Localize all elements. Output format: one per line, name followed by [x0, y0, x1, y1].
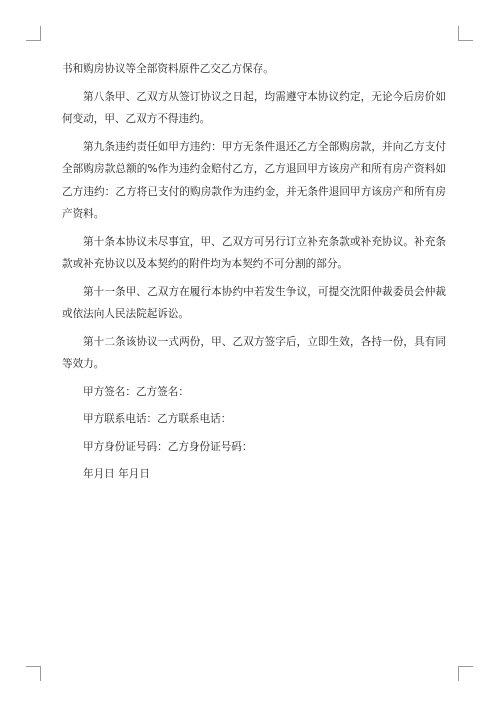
- signature-line-id-numbers: 甲方身份证号码：乙方身份证号码：: [83, 440, 253, 453]
- crop-mark-top-right: [458, 26, 473, 41]
- signature-line-dates: 年月日 年月日: [83, 468, 150, 480]
- paragraph-article-10: 第十条本协议未尽事宜，甲、乙双方可另行订立补充条款或补充协议。补充条款或补充协议以及本契约的附件均为本契约不可分割的部分。: [62, 235, 446, 270]
- document-body: [62, 58, 446, 491]
- paragraph-continuation: 书和购房协议等全部资料原件乙交乙方保存。: [62, 63, 274, 75]
- signature-line-phones: 甲方联系电话：乙方联系电话：: [83, 413, 232, 425]
- crop-mark-bottom-left: [26, 666, 41, 681]
- signature-line-names: 甲方签名：乙方签名：: [83, 385, 189, 398]
- paragraph-article-8: 第八条甲、乙双方从签订协议之日起，均需遵守本协议约定，无论今后房价如何变动，甲、乙双方不得违约。: [62, 90, 446, 125]
- crop-mark-top-left: [26, 26, 41, 41]
- paragraph-article-12: 第十二条该协议一式两份，甲、乙双方签字后，立即生效，各持一份，具有同等效力。: [62, 335, 446, 370]
- crop-mark-bottom-right: [458, 666, 473, 681]
- paragraph-article-11: 第十一条甲、乙双方在履行本协约中若发生争议，可提交沈阳仲裁委员会仲裁或依法向人民法院起诉讼。: [62, 285, 446, 320]
- paragraph-article-9: 第九条违约责任如甲方违约：甲方无条件退还乙方全部购房款，并向乙方支付全部购房款总额的%作为违约金赔付乙方，乙方退回甲方该房产和所有房产资料如乙方违约：乙方将已支付的购房款作为违约金，并无条件退回甲方该房产和所有房产资料。: [62, 140, 446, 220]
